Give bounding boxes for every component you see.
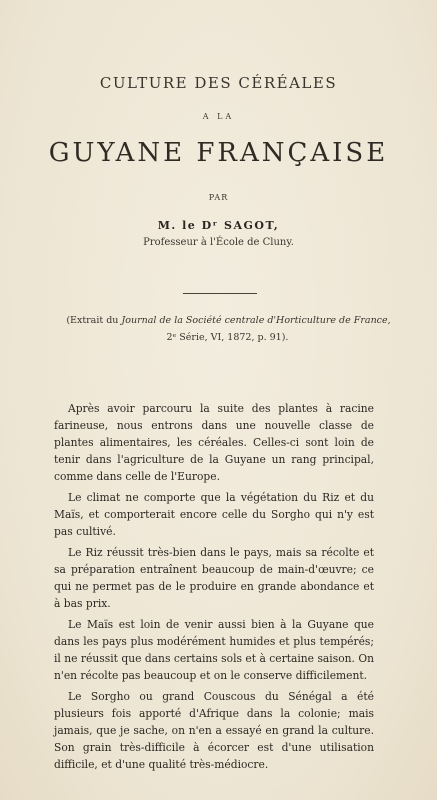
separator-rule	[183, 293, 257, 294]
author-name: M. le Dʳ SAGOT,	[157, 219, 280, 232]
body-paragraph: Le Riz réussit très-bien dans le pays, mais sa récolte et sa préparation entraînent beaucoup de main-d'œuvre; ce qui ne permet pas de le produire en grande abondance et à bas prix.	[54, 546, 374, 610]
body-paragraph: Après avoir parcouru la suite des plantes à racine farineuse, nous entrons dans une nouvelle classe de plantes alimentaires, les céréales. Celles-ci sont loin de tenir dans l'agriculture de la Guyane un rang principal, comme dans celle de l'Europe.	[54, 402, 374, 483]
title-line-2: A LA	[202, 112, 235, 121]
title-line-1: CULTURE DES CÉRÉALES	[99, 74, 338, 92]
author-role: Professeur à l'École de Cluny.	[143, 237, 294, 248]
title-line-3: GUYANE FRANÇAISE	[48, 138, 389, 168]
extract-prefix: (Extrait du	[66, 315, 122, 326]
extract-line-1	[0, 315, 437, 326]
byline-par: PAR	[208, 193, 229, 202]
body-paragraph: Le climat ne comporte que la végétation du Riz et du Maïs, et comporterait encore celle du Sorgho qui n'y est pas cultivé.	[54, 491, 374, 538]
body-paragraph: Le Maïs est loin de venir aussi bien à la Guyane que dans les pays plus modérément humides et plus tempérés; il ne réussit que dans certains sols et à certaine saison. On n'en récolte pas beaucoup et on le conserve difficilement.	[54, 618, 374, 682]
extract-journal: Journal de la Société centrale d'Horticulture de France	[121, 315, 388, 326]
body-text	[54, 400, 374, 777]
body-paragraph: Le Sorgho ou grand Couscous du Sénégal a été plusieurs fois apporté d'Afrique dans la colonie; mais jamais, que je sache, on n'en a essayé en grand la culture. Son grain très-difficile à écorcer est d'une utilisation difficile, et d'une qualité très-médiocre.	[54, 690, 374, 771]
extract-suffix: ,	[387, 315, 391, 326]
extract-line-2: 2ᵉ Série, VI, 1872, p. 91).	[166, 332, 289, 343]
